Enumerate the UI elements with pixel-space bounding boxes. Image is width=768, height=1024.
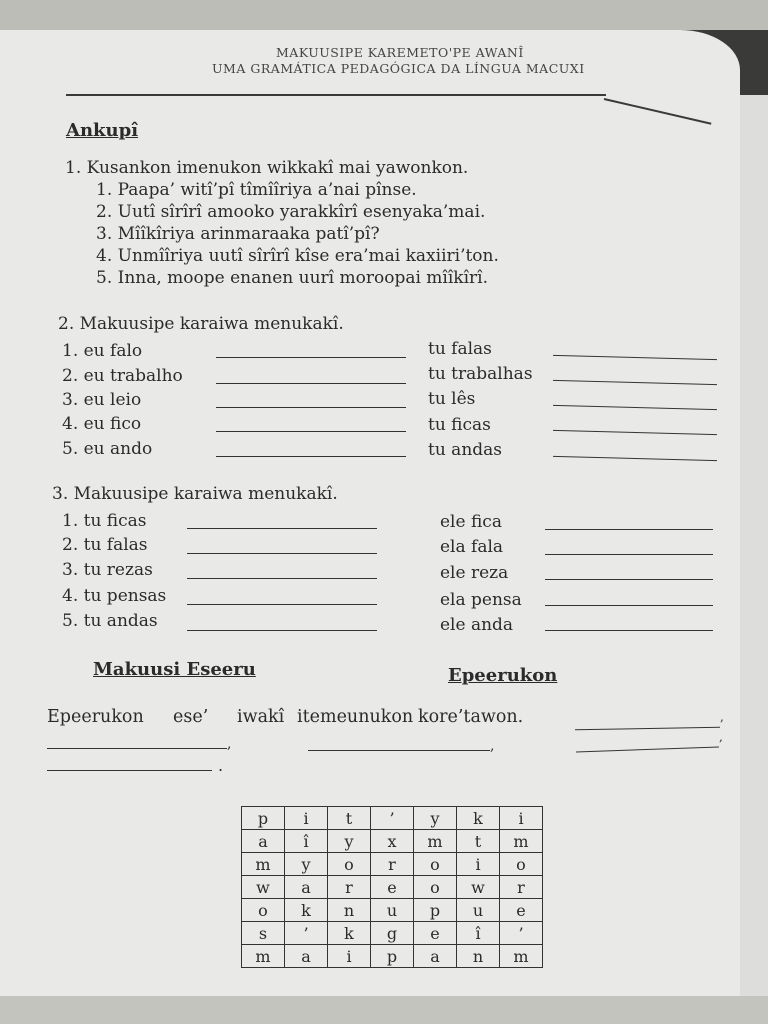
grid-cell[interactable]: e (371, 876, 414, 899)
grid-cell[interactable]: i (285, 807, 328, 830)
grid-row (242, 853, 543, 876)
grid-cell[interactable]: o (414, 876, 457, 899)
grid-row (242, 922, 543, 945)
grid-cell[interactable]: m (242, 945, 285, 968)
grid-cell[interactable]: ’ (285, 922, 328, 945)
answer-blank[interactable] (187, 630, 377, 631)
exercise-3-prompt: 4. tu pensas (62, 586, 167, 606)
grid-row (242, 876, 543, 899)
grid-cell[interactable]: o (242, 899, 285, 922)
exercise-3-prompt: ela fala (440, 537, 504, 557)
grid-cell[interactable]: k (457, 807, 500, 830)
background-strip-top (0, 0, 768, 30)
answer-blank[interactable] (216, 431, 406, 432)
answer-blank[interactable] (545, 605, 713, 606)
answer-blank[interactable] (216, 383, 406, 384)
punctuation-period: . (218, 756, 224, 775)
grid-cell[interactable]: p (371, 945, 414, 968)
exercise-3-prompt: 2. tu falas (62, 535, 148, 555)
punctuation-comma: , (490, 738, 495, 754)
exercise-3-prompt: ela pensa (440, 590, 522, 610)
exercise-2-instruction: 2. Makuusipe karaiwa menukakî. (58, 314, 344, 334)
exercise-1-item: 2. Uutî sîrîrî amooko yarakkîrî esenyaka’mai. (96, 202, 486, 222)
section-title-ankupi: Ankupî (66, 120, 139, 141)
grid-cell[interactable]: ’ (500, 922, 543, 945)
grid-cell[interactable]: p (242, 807, 285, 830)
exercise-2-prompt: 2. eu trabalho (62, 366, 183, 386)
answer-blank[interactable] (216, 407, 406, 408)
prompt-word: ese’ (173, 707, 209, 727)
punctuation-comma: , (720, 710, 724, 724)
exercise-2-prompt: tu lês (428, 389, 476, 409)
grid-cell[interactable]: o (414, 853, 457, 876)
exercise-3-prompt: ele reza (440, 563, 509, 583)
grid-cell[interactable]: w (457, 876, 500, 899)
answer-blank[interactable] (216, 456, 406, 457)
grid-cell[interactable]: î (457, 922, 500, 945)
exercise-1-item: 4. Unmîîriya uutî sîrîrî kîse era’mai kaxiiri’ton. (96, 246, 499, 266)
answer-blank[interactable] (545, 579, 713, 580)
answer-blank[interactable] (575, 727, 720, 731)
prompt-word: iwakî (237, 707, 285, 727)
exercise-2-prompt: tu ficas (428, 415, 491, 435)
answer-blank[interactable] (187, 604, 377, 605)
grid-cell[interactable]: r (328, 876, 371, 899)
grid-cell[interactable]: k (328, 922, 371, 945)
grid-row (242, 830, 543, 853)
grid-cell[interactable]: m (414, 830, 457, 853)
grid-cell[interactable]: ’ (371, 807, 414, 830)
grid-cell[interactable]: m (500, 830, 543, 853)
answer-blank[interactable] (553, 430, 717, 435)
exercise-3-prompt: 1. tu ficas (62, 511, 147, 531)
answer-blank[interactable] (576, 747, 719, 753)
grid-cell[interactable]: o (328, 853, 371, 876)
grid-cell[interactable]: i (500, 807, 543, 830)
grid-row (242, 899, 543, 922)
punctuation-comma: , (227, 736, 232, 752)
exercise-3-prompt: ele fica (440, 512, 502, 532)
exercise-2-prompt: tu trabalhas (428, 364, 533, 384)
grid-cell[interactable]: y (285, 853, 328, 876)
grid-cell[interactable]: u (371, 899, 414, 922)
grid-cell[interactable]: i (328, 945, 371, 968)
grid-cell[interactable]: m (242, 853, 285, 876)
grid-cell[interactable]: a (414, 945, 457, 968)
background-strip-bottom (0, 996, 768, 1024)
prompt-word: Epeerukon (47, 707, 144, 727)
grid-cell[interactable]: u (457, 899, 500, 922)
grid-cell[interactable]: g (371, 922, 414, 945)
exercise-1-item: 3. Mîîkîriya arinmaraaka patî’pî? (96, 224, 380, 244)
grid-cell[interactable]: e (500, 899, 543, 922)
exercise-2-prompt: tu andas (428, 440, 503, 460)
exercise-3-instruction: 3. Makuusipe karaiwa menukakî. (52, 484, 338, 504)
grid-cell[interactable]: o (500, 853, 543, 876)
answer-blank[interactable] (545, 630, 713, 631)
exercise-3-prompt: ele anda (440, 615, 514, 635)
answer-blank[interactable] (187, 553, 377, 554)
exercise-2-prompt: 5. eu ando (62, 439, 153, 459)
answer-blank[interactable] (545, 554, 713, 555)
answer-blank[interactable] (47, 748, 227, 749)
grid-cell[interactable]: m (500, 945, 543, 968)
punctuation-comma: , (719, 730, 723, 744)
answer-blank[interactable] (187, 578, 377, 579)
exercise-1-instruction: 1. Kusankon imenukon wikkakî mai yawonkon. (65, 158, 469, 178)
exercise-2-prompt: 4. eu fico (62, 414, 142, 434)
section-title-makuusi-eseeru: Makuusi Eseeru (93, 659, 256, 680)
running-header-subtitle: UMA GRAMÁTICA PEDAGÓGICA DA LÍNGUA MACUXI (212, 61, 585, 76)
prompt-word: kore’tawon. (418, 707, 524, 727)
exercise-3-prompt: 3. tu rezas (62, 560, 153, 580)
exercise-1-item: 5. Inna, moope enanen uurî moroopai mîîkîrî. (96, 268, 488, 288)
grid-cell[interactable]: a (285, 876, 328, 899)
grid-cell[interactable]: r (500, 876, 543, 899)
grid-cell[interactable]: w (242, 876, 285, 899)
grid-cell[interactable]: i (457, 853, 500, 876)
exercise-2-prompt: 1. eu falo (62, 341, 143, 361)
grid-cell[interactable]: n (328, 899, 371, 922)
word-search-grid (241, 806, 543, 968)
answer-blank[interactable] (553, 355, 717, 360)
header-rule (66, 94, 606, 96)
header-rule-curve (604, 98, 712, 125)
answer-blank[interactable] (187, 528, 377, 529)
grid-cell[interactable]: y (414, 807, 457, 830)
grid-cell[interactable]: î (285, 830, 328, 853)
answer-blank[interactable] (216, 357, 406, 358)
grid-cell[interactable]: k (285, 899, 328, 922)
grid-cell[interactable]: e (414, 922, 457, 945)
answer-blank[interactable] (553, 456, 717, 461)
grid-cell[interactable]: a (242, 830, 285, 853)
answer-blank[interactable] (553, 380, 717, 385)
answer-blank[interactable] (47, 770, 212, 771)
exercise-1-item: 1. Paapa’ witî’pî tîmîîriya a’nai pînse. (96, 180, 417, 200)
answer-blank[interactable] (545, 529, 713, 530)
exercise-2-prompt: 3. eu leio (62, 390, 142, 410)
grid-cell[interactable]: t (328, 807, 371, 830)
running-header-title: MAKUUSIPE KAREMETO'PE AWANÎ (276, 45, 524, 60)
grid-cell[interactable]: n (457, 945, 500, 968)
grid-cell[interactable]: x (371, 830, 414, 853)
answer-blank[interactable] (553, 405, 717, 410)
prompt-word: itemeunukon (297, 707, 414, 727)
grid-cell[interactable]: a (285, 945, 328, 968)
grid-cell[interactable]: p (414, 899, 457, 922)
exercise-3-prompt: 5. tu andas (62, 611, 158, 631)
exercise-2-prompt: tu falas (428, 339, 492, 359)
grid-row (242, 807, 543, 830)
answer-blank[interactable] (308, 750, 490, 751)
grid-cell[interactable]: r (371, 853, 414, 876)
grid-row (242, 945, 543, 968)
grid-cell[interactable]: s (242, 922, 285, 945)
grid-cell[interactable]: t (457, 830, 500, 853)
section-title-epeerukon: Epeerukon (448, 665, 558, 686)
grid-cell[interactable]: y (328, 830, 371, 853)
